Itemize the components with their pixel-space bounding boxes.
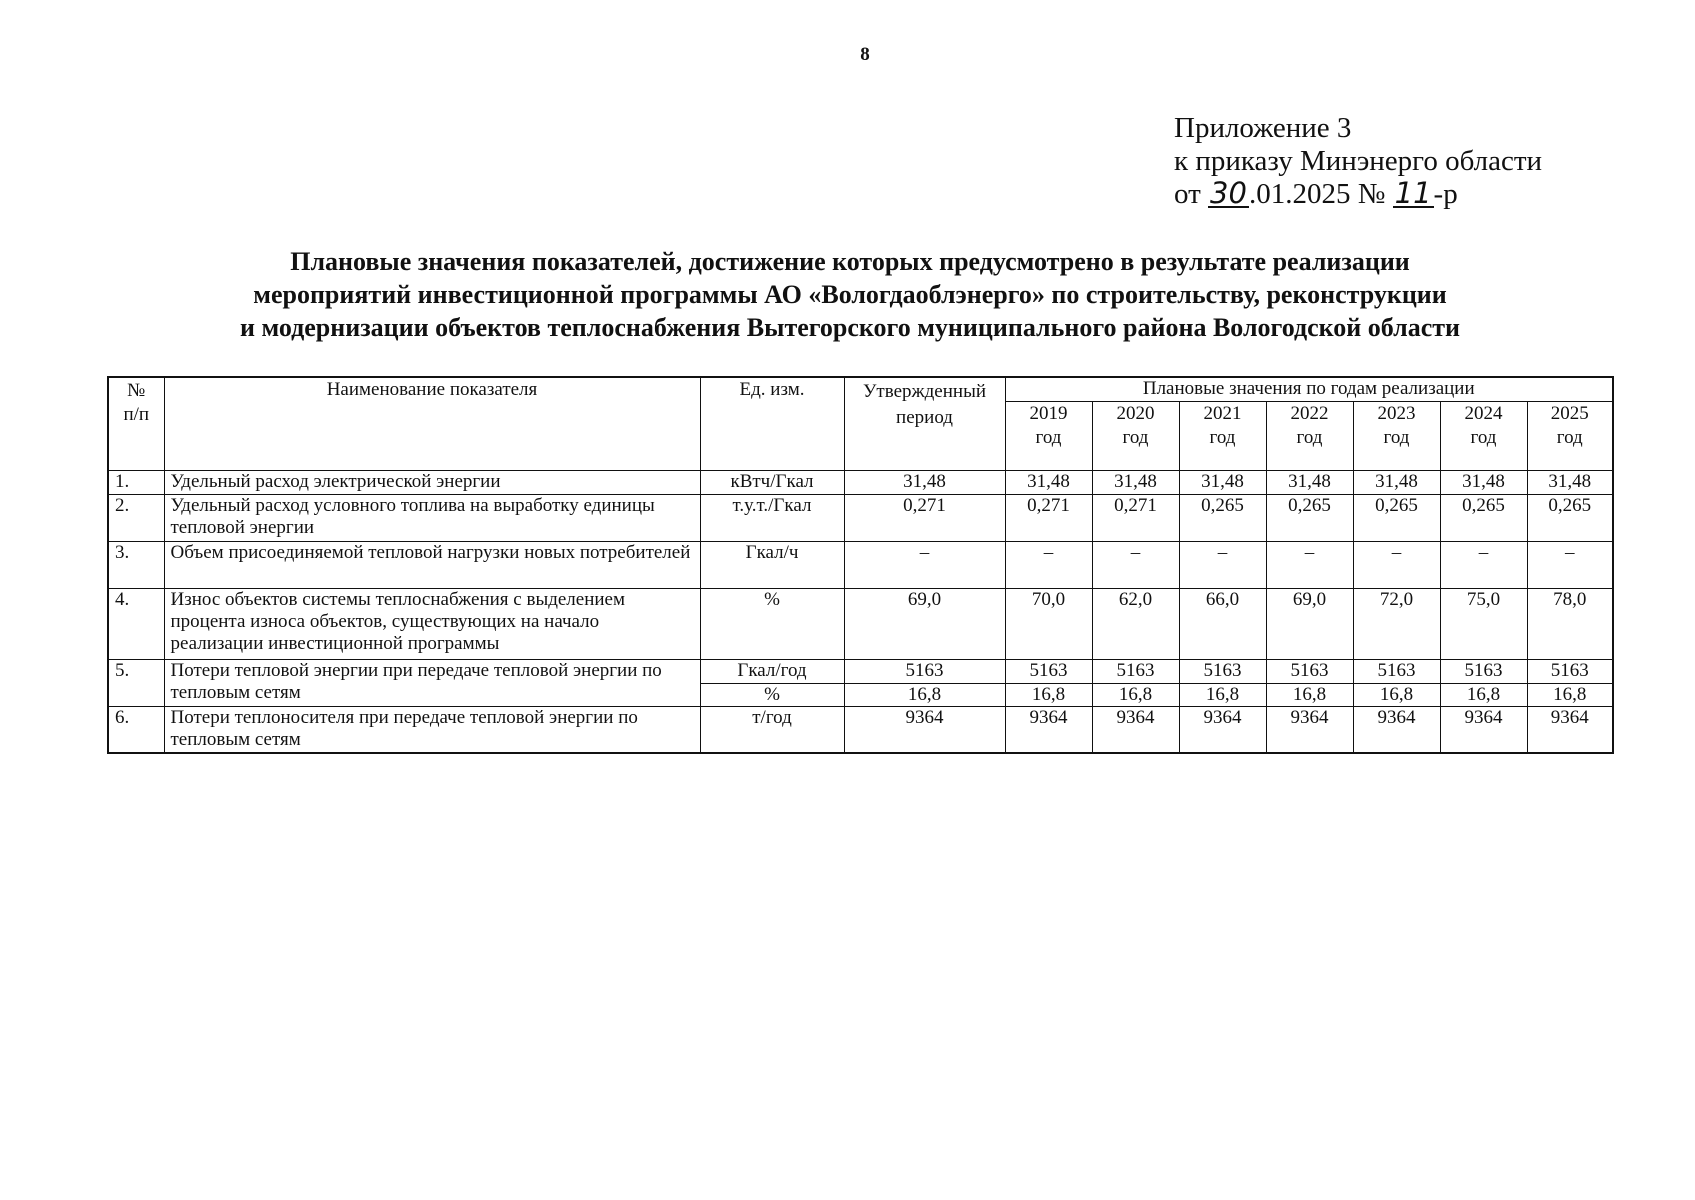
header-approved: [844, 377, 1005, 470]
row-value: 31,48: [1266, 470, 1353, 494]
header-year-word: год: [1122, 426, 1149, 448]
table-row: [108, 588, 1613, 659]
row-value: 16,8: [1440, 683, 1527, 706]
appendix-title: Приложение 3: [1174, 112, 1352, 144]
row-unit: т/год: [700, 706, 844, 753]
table-row: [108, 659, 1613, 683]
row-name: Объем присоединяемой тепловой нагрузки новых потребителей: [164, 541, 700, 588]
row-unit: %: [700, 588, 844, 659]
row-num: 2.: [108, 494, 164, 541]
header-year-value: 2020: [1116, 402, 1155, 424]
header-year: [1527, 401, 1613, 470]
header-year-value: 2023: [1377, 402, 1416, 424]
row-value: 16,8: [1527, 683, 1613, 706]
document-title: [110, 245, 1590, 344]
row-value: 0,265: [1527, 494, 1613, 541]
row-value: 9364: [1179, 706, 1266, 753]
row-name: Потери теплоносителя при передаче тепловой энергии по тепловым сетям: [164, 706, 700, 753]
row-value: 70,0: [1005, 588, 1092, 659]
row-value: 5163: [1179, 659, 1266, 683]
header-num-symbol: №: [127, 380, 146, 401]
row-value: 78,0: [1527, 588, 1613, 659]
appendix-date-line: [1174, 178, 1542, 211]
row-unit: кВтч/Гкал: [700, 470, 844, 494]
row-value: 0,265: [1266, 494, 1353, 541]
header-year: [1005, 401, 1092, 470]
order-suffix: -р: [1433, 178, 1458, 210]
row-value: 5163: [1005, 659, 1092, 683]
row-num: 5.: [108, 659, 164, 706]
header-num: [108, 377, 164, 470]
row-value: 5163: [1266, 659, 1353, 683]
row-value: 16,8: [1266, 683, 1353, 706]
row-value: –: [1527, 541, 1613, 588]
row-value: 5163: [1353, 659, 1440, 683]
header-num-pp: п/п: [123, 404, 150, 425]
table-row: [108, 470, 1613, 494]
header-year: [1092, 401, 1179, 470]
row-approved: 9364: [844, 706, 1005, 753]
row-value: 9364: [1440, 706, 1527, 753]
header-year-word: год: [1556, 426, 1583, 448]
row-approved: 5163: [844, 659, 1005, 683]
header-name: Наименование показателя: [164, 377, 700, 470]
order-number-handwritten: 11: [1394, 176, 1432, 210]
title-line-3: и модернизации объектов теплоснабжения Вытегорского муниципального района Вологодской области: [240, 313, 1460, 342]
row-value: 5163: [1527, 659, 1613, 683]
header-year-value: 2021: [1203, 402, 1242, 424]
row-value: 31,48: [1005, 470, 1092, 494]
row-value: 16,8: [1179, 683, 1266, 706]
row-name: Износ объектов системы теплоснабжения с выделением процента износа объектов, существующих на начало реализации инвестиционной программы: [164, 588, 700, 659]
row-value: –: [1353, 541, 1440, 588]
row-unit: Гкал/год: [700, 659, 844, 683]
appendix-order-ref: к приказу Минэнерго области: [1174, 145, 1543, 177]
row-approved: 31,48: [844, 470, 1005, 494]
indicators-table: [107, 376, 1614, 754]
header-year: [1440, 401, 1527, 470]
row-value: 9364: [1266, 706, 1353, 753]
row-unit: Гкал/ч: [700, 541, 844, 588]
header-approved-bottom: период: [896, 407, 953, 428]
row-value: –: [1092, 541, 1179, 588]
appendix-block: [1174, 112, 1542, 211]
row-value: 31,48: [1092, 470, 1179, 494]
row-value: 16,8: [1005, 683, 1092, 706]
row-num: 4.: [108, 588, 164, 659]
title-line-2: мероприятий инвестиционной программы АО «Вологдаоблэнерго» по строительству, реконструкции: [253, 280, 1447, 309]
header-year-word: год: [1470, 426, 1497, 448]
row-value: 9364: [1353, 706, 1440, 753]
row-value: –: [1440, 541, 1527, 588]
row-value: 75,0: [1440, 588, 1527, 659]
row-unit: т.у.т./Гкал: [700, 494, 844, 541]
row-num: 3.: [108, 541, 164, 588]
row-value: 0,271: [1005, 494, 1092, 541]
row-value: 69,0: [1266, 588, 1353, 659]
date-prefix: от: [1174, 178, 1201, 210]
row-value: 0,265: [1353, 494, 1440, 541]
row-value: –: [1179, 541, 1266, 588]
row-value: 31,48: [1440, 470, 1527, 494]
row-approved: 0,271: [844, 494, 1005, 541]
row-value: 0,265: [1179, 494, 1266, 541]
table-row: [108, 494, 1613, 541]
row-value: 31,48: [1179, 470, 1266, 494]
row-approved: 16,8: [844, 683, 1005, 706]
row-num: 6.: [108, 706, 164, 753]
header-unit: Ед. изм.: [700, 377, 844, 470]
row-value: 5163: [1440, 659, 1527, 683]
row-name: Потери тепловой энергии при передаче тепловой энергии по тепловым сетям: [164, 659, 700, 706]
header-approved-top: Утвержденный: [862, 381, 987, 402]
row-value: 31,48: [1353, 470, 1440, 494]
header-year-value: 2022: [1290, 402, 1329, 424]
header-year-word: год: [1209, 426, 1236, 448]
header-year-value: 2024: [1464, 402, 1503, 424]
row-value: 31,48: [1527, 470, 1613, 494]
row-value: 16,8: [1353, 683, 1440, 706]
row-value: 9364: [1005, 706, 1092, 753]
row-value: 62,0: [1092, 588, 1179, 659]
row-value: 16,8: [1092, 683, 1179, 706]
header-planned-group: Плановые значения по годам реализации: [1005, 377, 1613, 401]
header-year-value: 2025: [1550, 402, 1589, 424]
header-year-word: год: [1296, 426, 1323, 448]
row-value: 0,271: [1092, 494, 1179, 541]
row-value: 9364: [1527, 706, 1613, 753]
table-row: [108, 541, 1613, 588]
row-value: –: [1005, 541, 1092, 588]
row-name: Удельный расход условного топлива на выработку единицы тепловой энергии: [164, 494, 700, 541]
row-value: 5163: [1092, 659, 1179, 683]
page-number: 8: [860, 44, 870, 65]
row-value: 72,0: [1353, 588, 1440, 659]
table-row: [108, 706, 1613, 753]
header-year-word: год: [1383, 426, 1410, 448]
date-day-handwritten: 30: [1210, 176, 1247, 210]
row-value: 66,0: [1179, 588, 1266, 659]
header-year-value: 2019: [1029, 402, 1068, 424]
row-approved: 69,0: [844, 588, 1005, 659]
header-year: [1353, 401, 1440, 470]
header-year-word: год: [1035, 426, 1062, 448]
row-value: 9364: [1092, 706, 1179, 753]
title-line-1: Плановые значения показателей, достижение которых предусмотрено в результате реализации: [290, 247, 1410, 276]
row-approved: –: [844, 541, 1005, 588]
row-value: 0,265: [1440, 494, 1527, 541]
header-year: [1179, 401, 1266, 470]
header-year: [1266, 401, 1353, 470]
row-value: –: [1266, 541, 1353, 588]
row-num: 1.: [108, 470, 164, 494]
row-name: Удельный расход электрической энергии: [164, 470, 700, 494]
row-unit: %: [700, 683, 844, 706]
date-rest: .01.2025 №: [1248, 178, 1386, 210]
